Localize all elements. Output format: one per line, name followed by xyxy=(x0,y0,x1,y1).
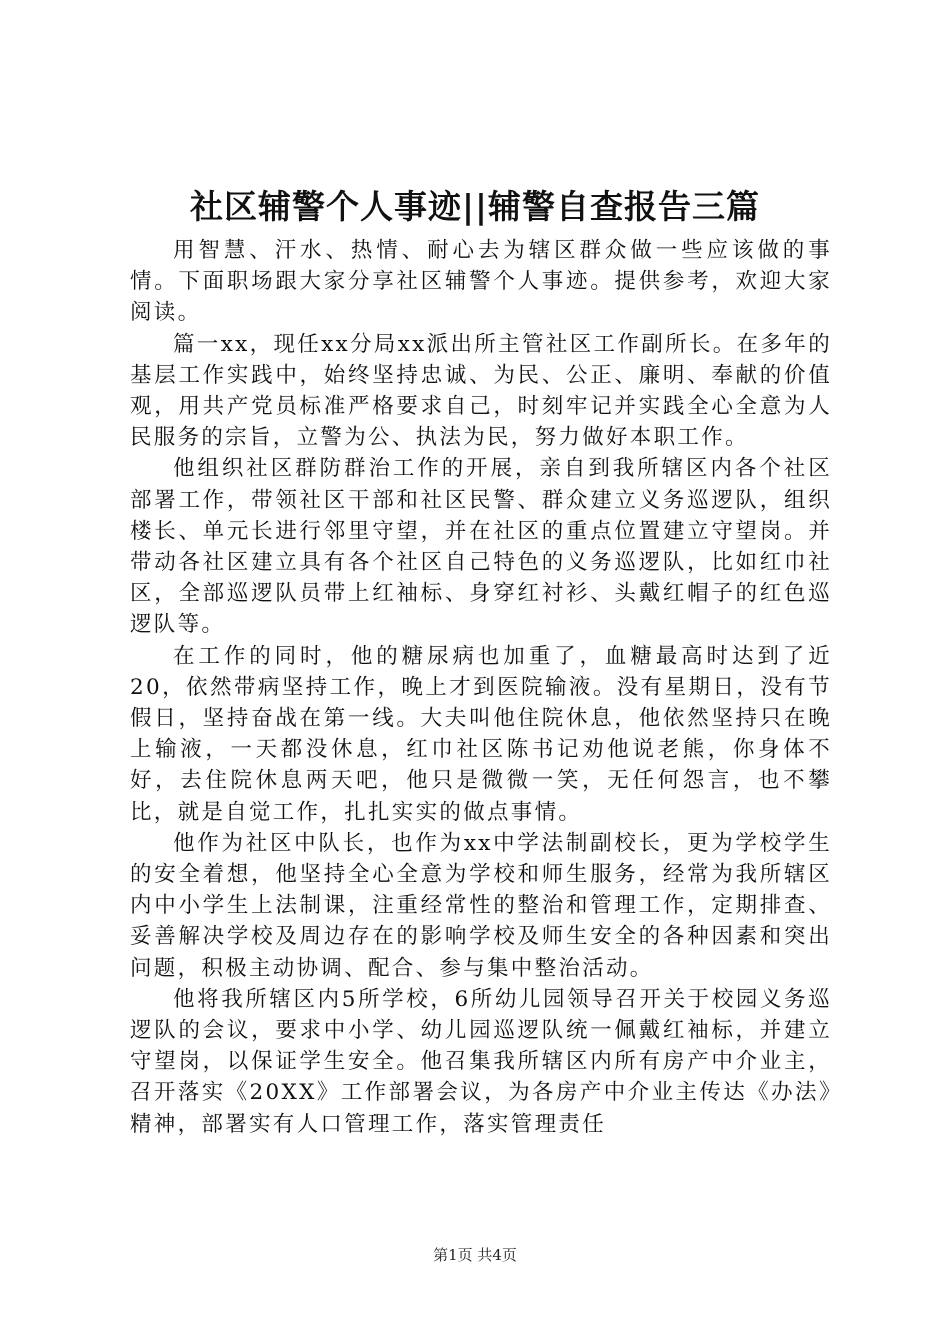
paragraph: 他将我所辖区内5所学校，6所幼儿园领导召开关于校园义务巡逻队的会议，要求中小学、幼儿园巡逻队统一佩戴红袖标，并建立守望岗，以保证学生安全。他召集我所辖区内所有房产中介业主，召开落实《20XX》工作部署会议，为各房产中介业主传达《办法》精神，部署实有人口管理工作，落实管理责任 xyxy=(130,986,832,1137)
paragraph: 在工作的同时，他的糖尿病也加重了，血糖最高时达到了近20，依然带病坚持工作，晚上才到医院输液。没有星期日，没有节假日，坚持奋战在第一线。大夫叫他住院休息，他依然坚持只在晚上输液，一天都没休息，红巾社区陈书记劝他说老熊，你身体不好，去住院休息两天吧，他只是微微一笑，无任何怨言，也不攀比，就是自觉工作，扎扎实实的做点事情。 xyxy=(130,643,832,825)
paragraph: 用智慧、汗水、热情、耐心去为辖区群众做一些应该做的事情。下面职场跟大家分享社区辅警个人事迹。提供参考，欢迎大家阅读。 xyxy=(130,238,832,326)
document-title: 社区辅警个人事迹||辅警自查报告三篇 xyxy=(189,187,760,226)
paragraph: 他作为社区中队长，也作为xx中学法制副校长，更为学校学生的安全着想，他坚持全心全意为学校和师生服务，经常为我所辖区内中小学生上法制课，注重经常性的整治和管理工作，定期排查、妥善解决学校及周边存在的影响学校及师生安全的各种因素和突出问题，积极主动协调、配合、参与集中整治活动。 xyxy=(130,830,832,981)
document-body xyxy=(130,235,832,1140)
page-footer: 第1页 共4页 xyxy=(433,1246,517,1264)
paragraph: 他组织社区群防群治工作的开展，亲自到我所辖区内各个社区部署工作，带领社区干部和社区民警、群众建立义务巡逻队，组织楼长、单元长进行邻里守望，并在社区的重点位置建立守望岗。并带动各社区建立具有各个社区自己特色的义务巡逻队，比如红巾社区，全部巡逻队员带上红袖标、身穿红衬衫、头戴红帽子的红色巡逻队等。 xyxy=(130,456,832,638)
paragraph: 篇一xx，现任xx分局xx派出所主管社区工作副所长。在多年的基层工作实践中，始终坚持忠诚、为民、公正、廉明、奉献的价值观，用共产党员标准严格要求自己，时刻牢记并实践全心全意为人民服务的宗旨，立警为公、执法为民，努力做好本职工作。 xyxy=(130,331,832,451)
